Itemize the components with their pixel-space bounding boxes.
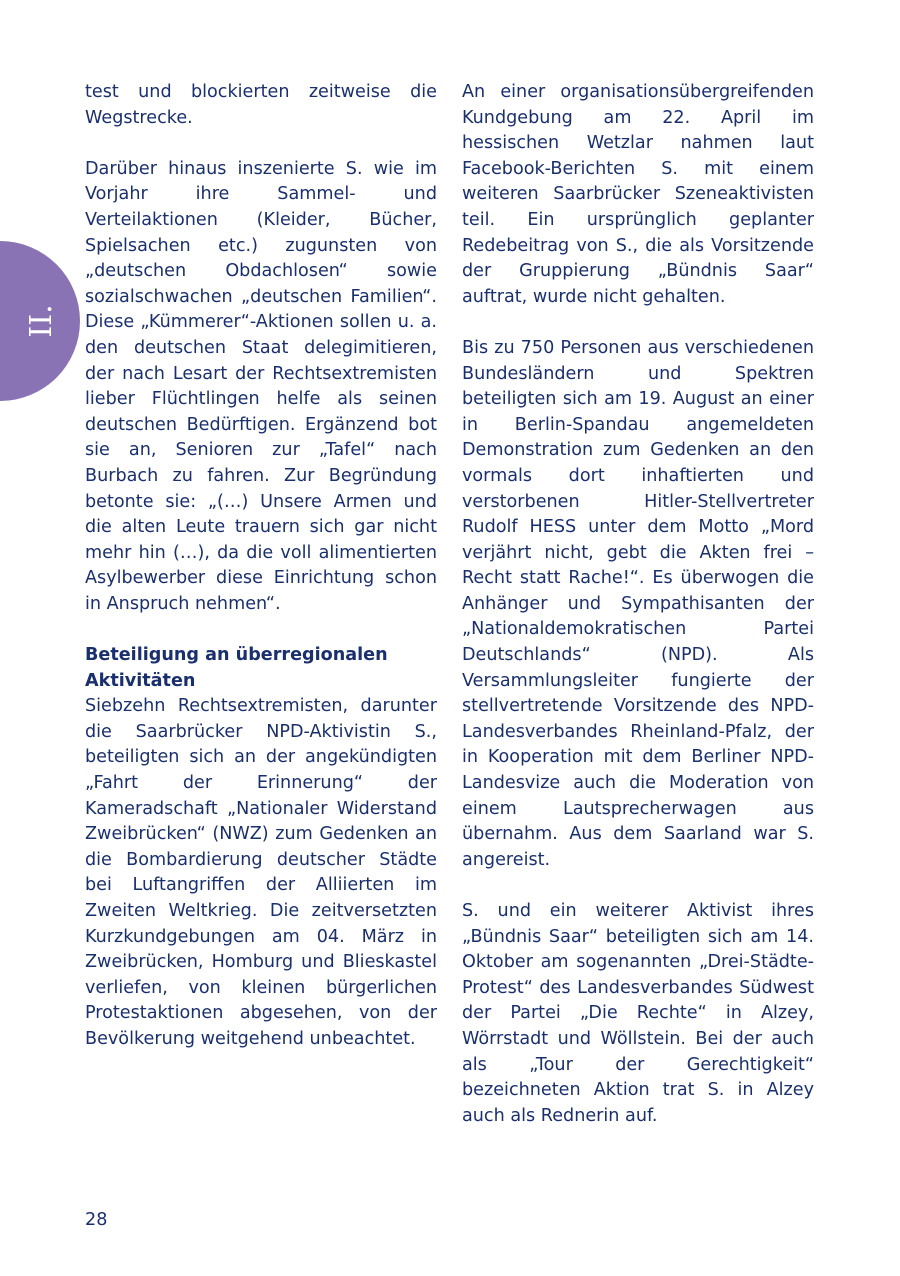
section-heading: Beteiligung an überregionalen Aktivitäten <box>85 645 388 691</box>
chapter-label: II. <box>24 304 59 338</box>
paragraph: S. und ein weiterer Aktivist ihres „Bündnis Saar“ beteiligten sich am 14. Oktober am sogenannten „Drei-Städte-Protest“ des Landesverbandes Südwest der Partei „Die Rechte“ in Alzey, Wörrstadt und Wöllstein. Bei der auch als „Tour der Gerechtigkeit“ bezeichneten Aktion trat S. in Alzey auch als Rednerin auf. <box>462 901 814 1126</box>
paragraph: Bis zu 750 Personen aus verschiedenen Bundesländern und Spektren beteiligten sich am 19. August an einer in Berlin-Spandau angemeldeten Demonstration zum Gedenken an den vormals dort inhaftierten und verstorbenen Hitler-Stellvertreter Rudolf HESS unter dem Motto „Mord verjährt nicht, gebt die Akten frei – Recht statt Rache!“. Es überwogen die Anhänger und Sympathisanten der „Nationaldemokratischen Partei Deutschlands“ (NPD). Als Versammlungsleiter fungierte der stellvertretende Vorsitzende des NPD-Landesverbandes Rheinland-Pfalz, der in Kooperation mit dem Berliner NPD-Landesvize auch die Moderation von einem Lautsprecherwagen aus übernahm. Aus dem Saarland war S. angereist. <box>462 337 814 870</box>
page-number: 28 <box>85 1210 108 1230</box>
paragraph: Darüber hinaus inszenierte S. wie im Vorjahr ihre Sammel- und Verteilaktionen (Kleider, Bücher, Spielsachen etc.) zugunsten von „deutschen Obdachlosen“ sowie sozialschwachen „deutschen Familien“. Diese „Kümmerer“-Aktionen sollen u. a. den deutschen Staat delegimitieren, der nach Lesart der Rechtsextremisten lieber Flüchtlingen helfe als seinen deutschen Bedürftigen. Ergänzend bot sie an, Senioren zur „Tafel“ nach Burbach zu fahren. Zur Begründung betonte sie: „(…) Unsere Armen und die alten Leute trauern sich gar nicht mehr hin (…), da die voll alimentierten Asylbewerber diese Einrichtung schon in Anspruch nehmen“. <box>85 158 437 614</box>
paragraph: test und blockierten zeitweise die Wegstrecke. <box>85 82 437 128</box>
paragraph: Siebzehn Rechtsextremisten, darunter die Saarbrücker NPD-Aktivistin S., beteiligten sich an der angekündigten „Fahrt der Erinnerung“ der Kameradschaft „Nationaler Widerstand Zweibrücken“ (NWZ) zum Gedenken an die Bombardierung deutscher Städte bei Luftangriffen der Alliierten im Zweiten Weltkrieg. Die zeitversetzten Kurzkundgebungen am 04. März in Zweibrücken, Homburg und Blieskastel verliefen, von kleinen bürgerlichen Protestaktionen abgesehen, von der Bevölkerung weitgehend unbeachtet. <box>85 696 437 1049</box>
left-column <box>85 80 437 1053</box>
paragraph: An einer organisationsübergreifenden Kundgebung am 22. April im hessischen Wetzlar nahmen laut Facebook-Berichten S. mit einem weiteren Saarbrücker Szeneaktivisten teil. Ein ursprünglich geplanter Redebeitrag von S., die als Vorsitzende der Gruppierung „Bündnis Saar“ auftrat, wurde nicht gehalten. <box>462 82 814 307</box>
right-column <box>462 80 814 1129</box>
